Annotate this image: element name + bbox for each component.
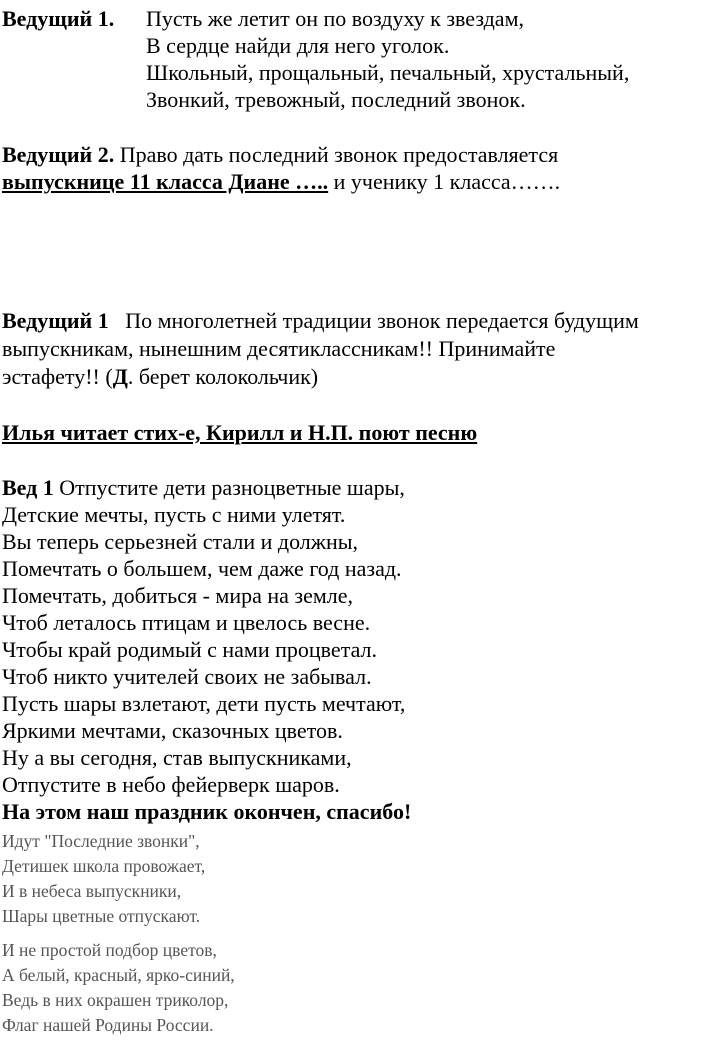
gray-line: Шары цветные отпускают. — [2, 906, 201, 926]
block1-line-1 — [2, 6, 114, 32]
block2-text: Право дать последний звонок предоставляется — [119, 142, 559, 167]
block1-verse-1: Пусть же летит он по воздуху к звездам, — [146, 6, 524, 31]
poem-line: Чтобы край родимый с нами процветал. — [2, 637, 378, 662]
poem-line: Пусть шары взлетают, дети пусть мечтают, — [2, 691, 406, 716]
poem-line: Яркими мечтами, сказочных цветов. — [2, 718, 343, 743]
block1-verse-2: В сердце найди для него уголок. — [146, 33, 450, 58]
speaker-label: Ведущий 2. — [2, 142, 115, 167]
poem-line-1: Вед 1 Отпустите дети разноцветные шары, — [2, 475, 405, 500]
block1-verse-4: Звонкий, тревожный, последний звонок. — [146, 87, 526, 112]
poem-line: Детские мечты, пусть с ними улетят. — [2, 502, 346, 527]
block3-line-1 — [2, 308, 639, 334]
block2-rest: и ученику 1 класса……. — [333, 169, 561, 194]
closing-line: На этом наш праздник окончен, спасибо! — [2, 799, 412, 824]
section-heading: Илья читает стих-е, Кирилл и Н.П. поют песню — [2, 420, 478, 445]
speaker-label: Ведущий 1 — [2, 308, 109, 333]
gray-line: А белый, красный, ярко-синий, — [2, 965, 235, 985]
gray-line: Ведь в них окрашен триколор, — [2, 990, 229, 1010]
gray-line: Идут "Последние звонки", — [2, 831, 200, 851]
poem-line: Вы теперь серьезней стали и должны, — [2, 529, 359, 554]
gray-line: И в небеса выпускники, — [2, 881, 182, 901]
block3-line-3: эстафету!! (Д. берет колокольчик) — [2, 364, 319, 389]
block1-verse-3: Школьный, прощальный, печальный, хрустальный, — [146, 60, 630, 85]
poem-line: Отпустите в небо фейерверк шаров. — [2, 772, 340, 797]
speaker-label: Вед 1 — [2, 475, 54, 500]
poem-line: Ну а вы сегодня, став выпускниками, — [2, 745, 352, 770]
poem-line: Помечтать, добиться - мира на земле, — [2, 583, 354, 608]
speaker-label: Ведущий 1. — [2, 6, 115, 31]
poem-line: Чтоб леталось птицам и цвелось весне. — [2, 610, 371, 635]
gray-line: Детишек школа провожает, — [2, 856, 206, 876]
block3-text: По многолетней традиции звонок передается будущим — [125, 308, 639, 333]
poem-line: Помечтать о большем, чем даже год назад. — [2, 556, 402, 581]
graduate-name: выпускнице 11 класса Диане ….. — [2, 169, 329, 194]
gray-line: Флаг нашей Родины России. — [2, 1015, 214, 1035]
block2-line-2 — [2, 169, 560, 195]
block3-line-2: выпускникам, нынешним десятиклассникам!! Принимайте — [2, 336, 556, 361]
gray-line: И не простой подбор цветов, — [2, 940, 217, 960]
block2-line-1 — [2, 142, 558, 168]
poem-line: Чтоб никто учителей своих не забывал. — [2, 664, 372, 689]
